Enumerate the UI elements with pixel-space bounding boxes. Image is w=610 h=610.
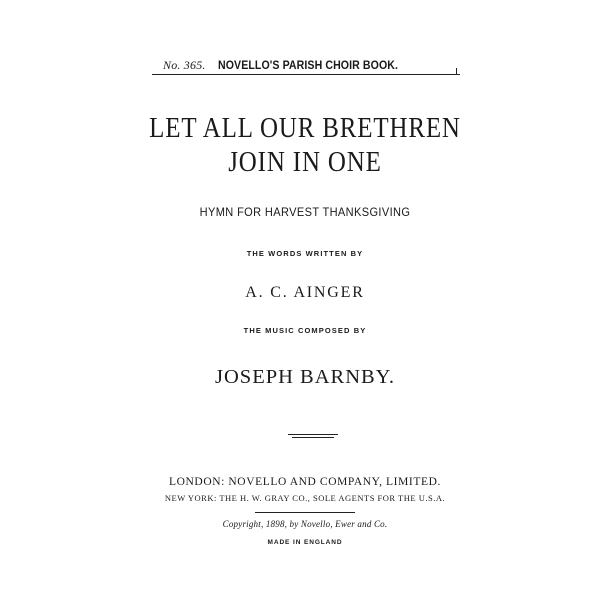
header — [163, 56, 459, 74]
catalog-number: No. 365. — [163, 58, 206, 72]
words-by-label: THE WORDS WRITTEN BY — [246, 249, 364, 258]
copyright-notice: Copyright, 1898, by Novello, Ewer and Co. — [222, 519, 388, 529]
publisher-new-york: NEW YORK: THE H. W. GRAY CO., SOLE AGENTS FOR THE U.S.A. — [164, 493, 446, 503]
hymn-title-line-1: LET ALL OUR BRETHREN — [149, 112, 461, 144]
divider-line-bottom — [292, 437, 334, 438]
series-title: NOVELLO'S PARISH CHOIR BOOK. — [217, 60, 398, 72]
author-name: A. C. AINGER — [245, 284, 365, 301]
header-rule — [152, 74, 460, 75]
music-by-label: THE MUSIC COMPOSED BY — [243, 326, 367, 335]
made-in-notice: MADE IN ENGLAND — [267, 539, 343, 546]
footer-rule — [255, 512, 355, 513]
publisher-london: LONDON: NOVELLO AND COMPANY, LIMITED. — [168, 476, 441, 488]
composer-name: JOSEPH BARNBY. — [215, 366, 395, 388]
hymn-title-line-2: JOIN IN ONE — [228, 146, 382, 178]
divider-line-top — [288, 434, 338, 435]
header-rule-tick — [456, 68, 462, 75]
hymn-subtitle: HYMN FOR HARVEST THANKSGIVING — [199, 205, 411, 219]
ornamental-divider — [288, 434, 338, 438]
